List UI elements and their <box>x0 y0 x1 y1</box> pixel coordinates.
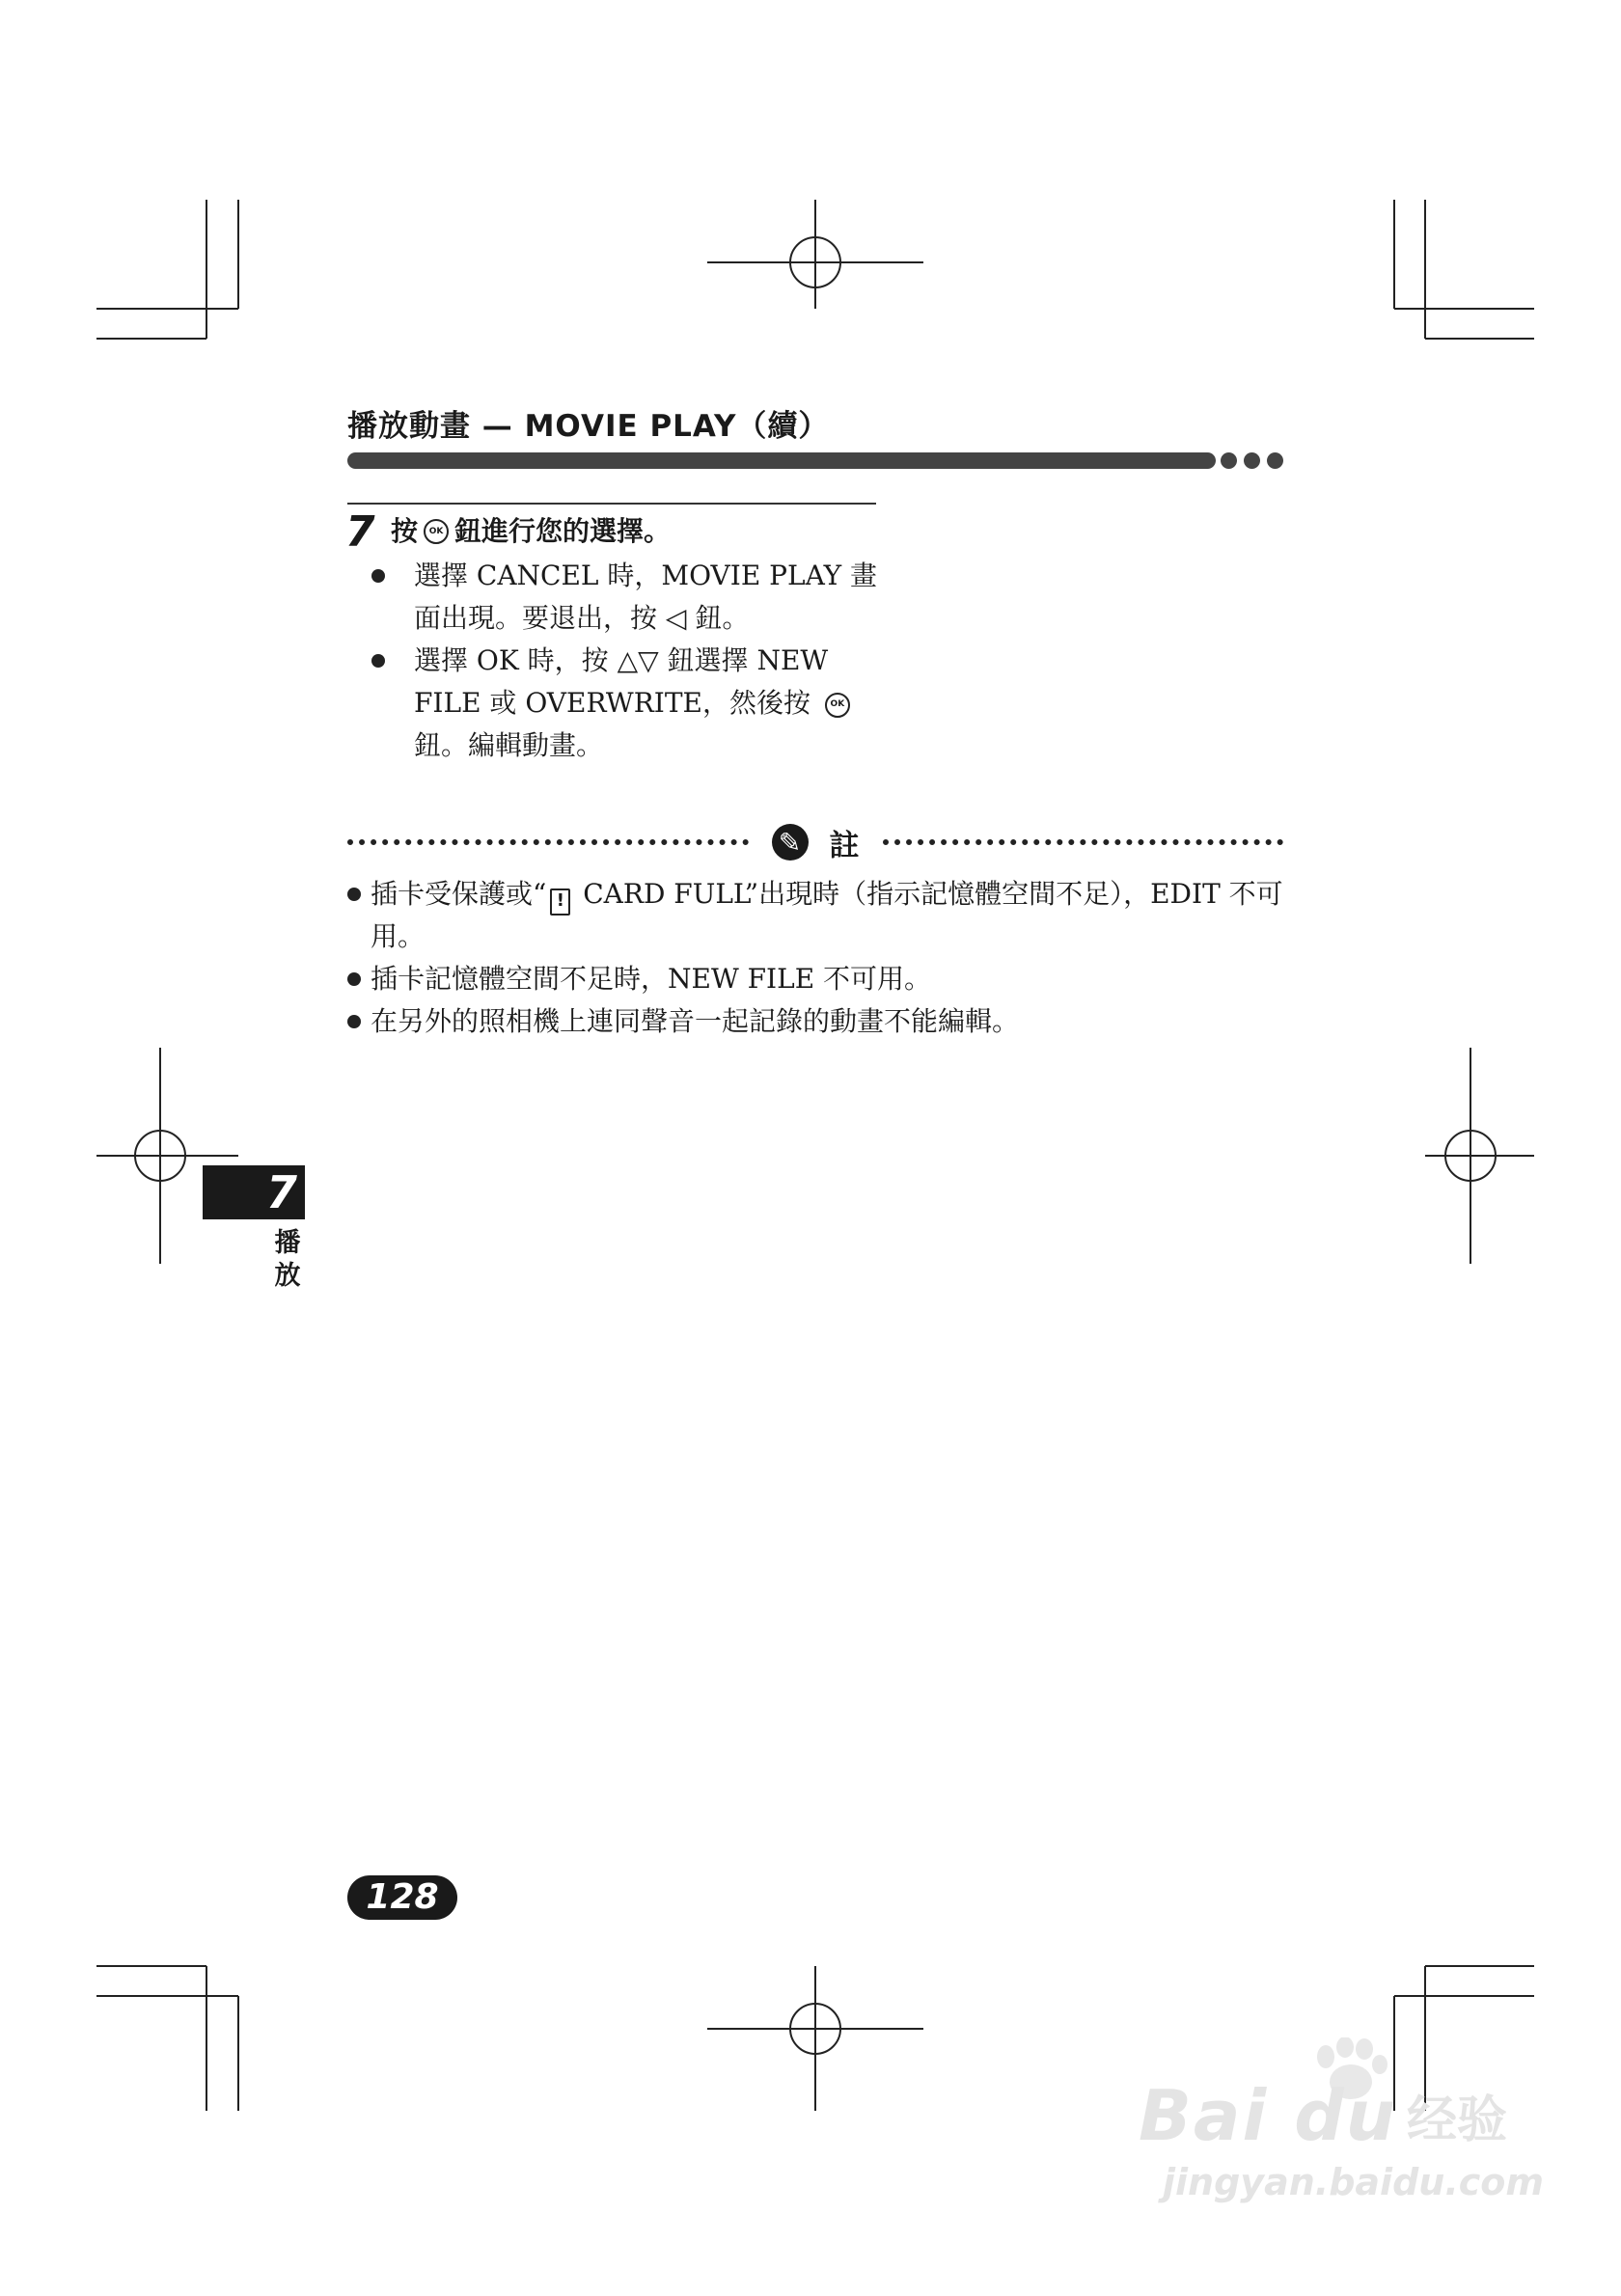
step-instruction <box>391 513 671 550</box>
step-number: 7 <box>345 507 375 557</box>
bullet-dot <box>371 654 385 668</box>
note-list <box>347 873 1293 1043</box>
dotted-rule <box>347 839 749 845</box>
note-header <box>347 818 1283 866</box>
watermark-logo <box>1139 2075 1508 2156</box>
step-bullets <box>371 555 893 767</box>
ok-button-icon: OK <box>825 693 850 718</box>
bullet-text: 選擇 CANCEL 時，MOVIE PLAY 畫面出現。要退出，按 ◁ 鈕。 <box>414 560 878 634</box>
page-number: 128 <box>347 1875 457 1920</box>
bullet-text: 選擇 OK 時，按 △▽ 鈕選擇 NEW FILE 或 OVERWRITE，然後按 <box>414 644 829 719</box>
watermark-url: jingyan.baidu.com <box>1163 2161 1544 2203</box>
bullet-dot <box>347 1015 361 1028</box>
chapter-tab: 7 <box>203 1165 305 1219</box>
note-text: 在另外的照相機上連同聲音一起記錄的動畫不能編輯。 <box>371 1005 1020 1037</box>
card-warning-icon: ! <box>550 888 570 916</box>
pencil-note-icon: ✎ <box>772 824 809 861</box>
ok-button-icon: OK <box>424 519 449 544</box>
step-divider <box>347 503 876 505</box>
note-text: 插卡記憶體空間不足時，NEW FILE 不可用。 <box>371 963 932 995</box>
bullet-dot <box>347 972 361 986</box>
header-continuation-dots <box>1221 452 1283 469</box>
bullet-dot <box>347 888 361 901</box>
bullet-dot <box>371 569 385 583</box>
list-item <box>347 958 1293 1000</box>
list-item <box>347 1000 1293 1043</box>
step-text-after: 鈕進行您的選擇。 <box>454 515 672 547</box>
page-title: 播放動畫 — MOVIE PLAY（續） <box>347 409 830 444</box>
step-text-before: 按 <box>391 515 419 547</box>
dotted-rule <box>883 839 1284 845</box>
header-bar <box>347 452 1216 469</box>
note-text-after: CARD FULL”出現時（指示記憶體空間不足），EDIT 不可用。 <box>371 878 1283 952</box>
watermark-brand-cn: 经验 <box>1407 2091 1508 2149</box>
list-item <box>371 640 893 767</box>
note-title: 註 <box>829 828 860 863</box>
note-text: 插卡受保護或“ <box>371 878 547 910</box>
list-item <box>347 873 1293 958</box>
chapter-label: 播放 <box>274 1228 301 1291</box>
list-item <box>371 555 893 640</box>
watermark-brand: Bai du <box>1139 2075 1398 2156</box>
bullet-text-after: 鈕。編輯動畫。 <box>414 729 604 761</box>
